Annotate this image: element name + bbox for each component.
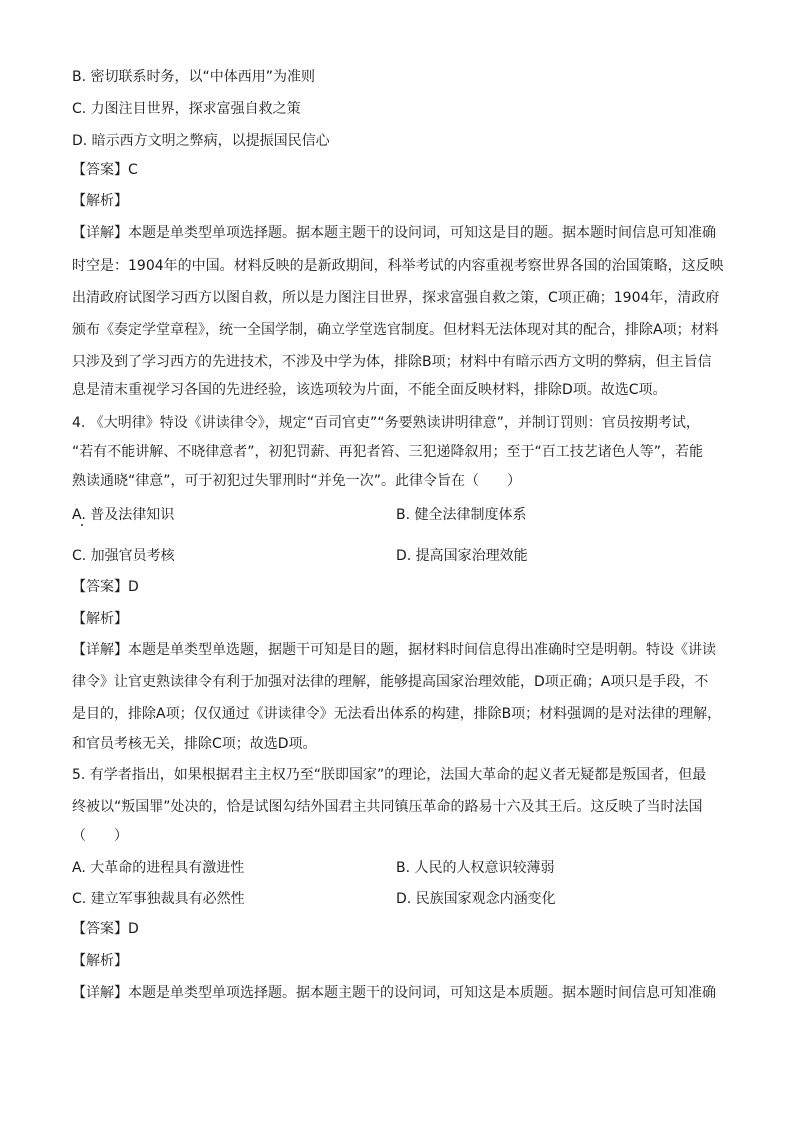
q3-detail-line: 息是清末重视学习各国的先进经验，该选项较为片面，不能全面反映材料，排除D项。故选C项。 xyxy=(72,382,667,398)
q4-answer: 【答案】D xyxy=(72,579,139,595)
q3-analysis-label: 【解析】 xyxy=(72,193,128,209)
q4-analysis-label: 【解析】 xyxy=(72,611,128,627)
q5-stem-line: （ ） xyxy=(72,828,128,844)
q4-stem-line: 4. 《大明律》特设《讲读律令》，规定“百司官吏”“务要熟读讲明律意”，并制订罚则：官员按期考试， xyxy=(72,415,700,431)
q5-option-c: C. 建立军事独裁具有必然性 xyxy=(72,891,245,907)
q5-stem-line: 5. 有学者指出，如果根据君主主权乃至“朕即国家”的理论，法国大革命的起义者无疑都是叛国者，但最 xyxy=(72,767,707,783)
q4-option-d: D. 提高国家治理效能 xyxy=(396,548,528,564)
q3-detail-line: 出清政府试图学习西方以图自救，所以是力图注目世界，探求富强自救之策，C项正确；1904年，清政府 xyxy=(72,290,720,306)
q3-detail-line: 时空是：1904年的中国。材料反映的是新政期间，科举考试的内容重视考察世界各国的治国策略，这反映 xyxy=(72,258,724,274)
q3-answer: 【答案】C xyxy=(72,162,138,178)
q4-option-a: A. 普及法律知识 xyxy=(72,507,175,523)
q3-option-c: C. 力图注目世界，探求富强自救之策 xyxy=(72,101,301,117)
q3-detail-line: 颁布《奏定学堂章程》，统一全国学制，确立学堂选官制度。但材料无法体现对其的配合，排除A项；材料 xyxy=(72,322,719,338)
q4-option-c: C. 加强官员考核 xyxy=(72,548,175,564)
q3-option-d: D. 暗示西方文明之弊病，以提振国民信心 xyxy=(72,133,330,149)
q5-option-b: B. 人民的人权意识较薄弱 xyxy=(396,860,555,876)
stray-dot xyxy=(81,524,83,526)
q5-analysis-label: 【解析】 xyxy=(72,953,128,969)
q4-detail-line: 和官员考核无关，排除C项；故选D项。 xyxy=(72,736,317,752)
q4-detail-line: 是目的，排除A项；仅仅通过《讲读律令》无法看出体系的构建，排除B项；材料强调的是对法律的理解， xyxy=(72,706,722,722)
q5-option-d: D. 民族国家观念内涵变化 xyxy=(396,891,556,907)
q3-detail-line: 只涉及到了学习西方的先进技术，不涉及中学为体，排除B项；材料中有暗示西方文明的弊病，但主旨信 xyxy=(72,354,712,370)
q3-option-b: B. 密切联系时务，以“中体西用”为准则 xyxy=(72,69,316,85)
q5-detail-line: 【详解】本题是单类型单项选择题。据本题主题干的设问词，可知这是本质题。据本题时间信息可知准确 xyxy=(72,985,716,1001)
q5-stem-line: 终被以“叛国罪”处决的，恰是试图勾结外国君主共同镇压革命的路易十六及其王后。这反映了当时法国 xyxy=(72,799,703,815)
q4-detail-line: 律令》让官吏熟读律令有利于加强对法律的理解，能够提高国家治理效能，D项正确；A项只是手段，不 xyxy=(72,674,709,690)
q4-detail-line: 【详解】本题是单类型单选题，据题干可知是目的题，据材料时间信息得出准确时空是明朝。特设《讲读 xyxy=(72,642,716,658)
q5-answer: 【答案】D xyxy=(72,921,139,937)
q4-option-b: B. 健全法律制度体系 xyxy=(396,507,527,523)
q5-option-a: A. 大革命的进程具有激进性 xyxy=(72,860,245,876)
q4-stem-line: 熟读通晓“律意”，可于初犯过失罪刑时“并免一次”。此律令旨在（ ） xyxy=(72,473,522,489)
q3-detail-line: 【详解】本题是单类型单项选择题。据本题主题干的设问词，可知这是目的题。据本题时间信息可知准确 xyxy=(72,225,716,241)
q4-stem-line: “若有不能讲解、不晓律意者”，初犯罚薪、再犯者笞、三犯递降叙用；至于“百工技艺诸色人等”，若能 xyxy=(72,444,704,460)
